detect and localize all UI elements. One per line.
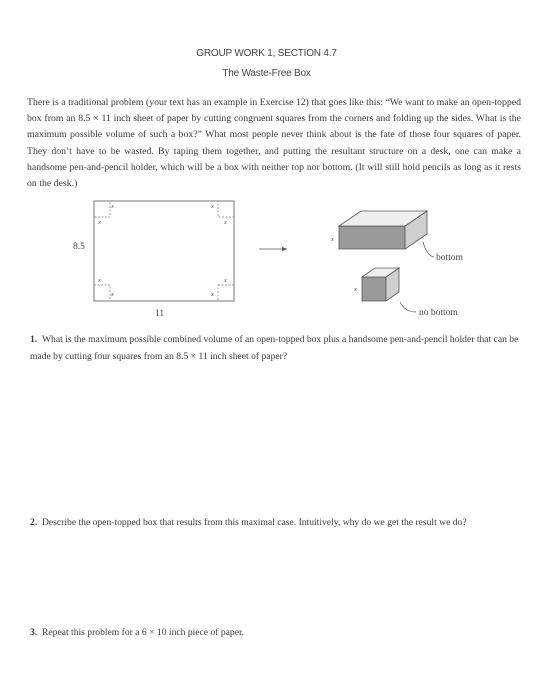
x-label: x <box>354 286 357 293</box>
worksheet-title: GROUP WORK 1, SECTION 4.7 <box>196 48 337 59</box>
paper-width-label: 11 <box>155 309 165 318</box>
corner-square-bottom-right <box>218 285 234 301</box>
arrow-head-icon <box>282 247 287 251</box>
question-2 <box>30 515 520 532</box>
corner-square-top-left <box>94 201 110 217</box>
x-label: x <box>331 236 334 243</box>
question-text: Repeat this problem for a 6 × 10 inch piece of paper. <box>42 627 245 638</box>
x-label: x <box>211 203 214 210</box>
bottom-label: bottom <box>436 253 463 263</box>
pencil-holder <box>362 268 399 301</box>
box-figure <box>0 198 533 318</box>
x-label: x <box>224 219 227 226</box>
x-label: x <box>98 277 101 284</box>
x-label: x <box>98 219 101 226</box>
no-bottom-label: no bottom <box>419 308 458 318</box>
question-text: What is the maximum possible combined volume of an open-topped box plus a handsome pen-and-pencil holder that can be made by cutting four squares from an 8.5 × 11 inch sheet of paper? <box>30 334 519 362</box>
question-number: 1. <box>30 334 38 345</box>
x-label: x <box>211 291 214 298</box>
paper-height-label: 8.5 <box>73 242 85 252</box>
x-label: x <box>224 277 227 284</box>
worksheet-subtitle: The Waste-Free Box <box>222 68 311 79</box>
no-bottom-pointer-line <box>400 302 416 312</box>
open-top-box <box>339 211 427 249</box>
intro-paragraph: There is a traditional problem (your text has an example in Exercise 12) that goes like this: “We want to make an open-topped box from an 8.5 × 11 inch sheet of paper by cutting congruent squares from the corners and folding up the sides. What is the maximum possible volume of such a box?” What most people never think about is the fate of those four squares of paper. They don’t have to be wasted. By taping them together, and putting the resultant structure on a desk, one can make a handsome pen-and-pencil holder, which will be a box with neither top nor bottom. (It will still hold pencils as long as it rests on the desk.) <box>27 97 521 190</box>
question-number: 3. <box>30 627 38 638</box>
question-text: Describe the open-topped box that results from this maximal case. Intuitively, why do we get the result we do? <box>42 517 467 528</box>
question-number: 2. <box>30 517 38 528</box>
x-label: x <box>111 291 114 298</box>
paper-sheet <box>94 201 234 301</box>
corner-square-bottom-left <box>94 285 110 301</box>
x-label: x <box>111 203 114 210</box>
bottom-pointer-line <box>423 242 434 257</box>
holder-front-face <box>362 277 386 301</box>
box-front-face <box>339 226 405 249</box>
corner-squares <box>94 201 234 301</box>
corner-square-top-right <box>218 201 234 217</box>
question-3 <box>30 625 520 642</box>
question-1 <box>30 332 520 365</box>
